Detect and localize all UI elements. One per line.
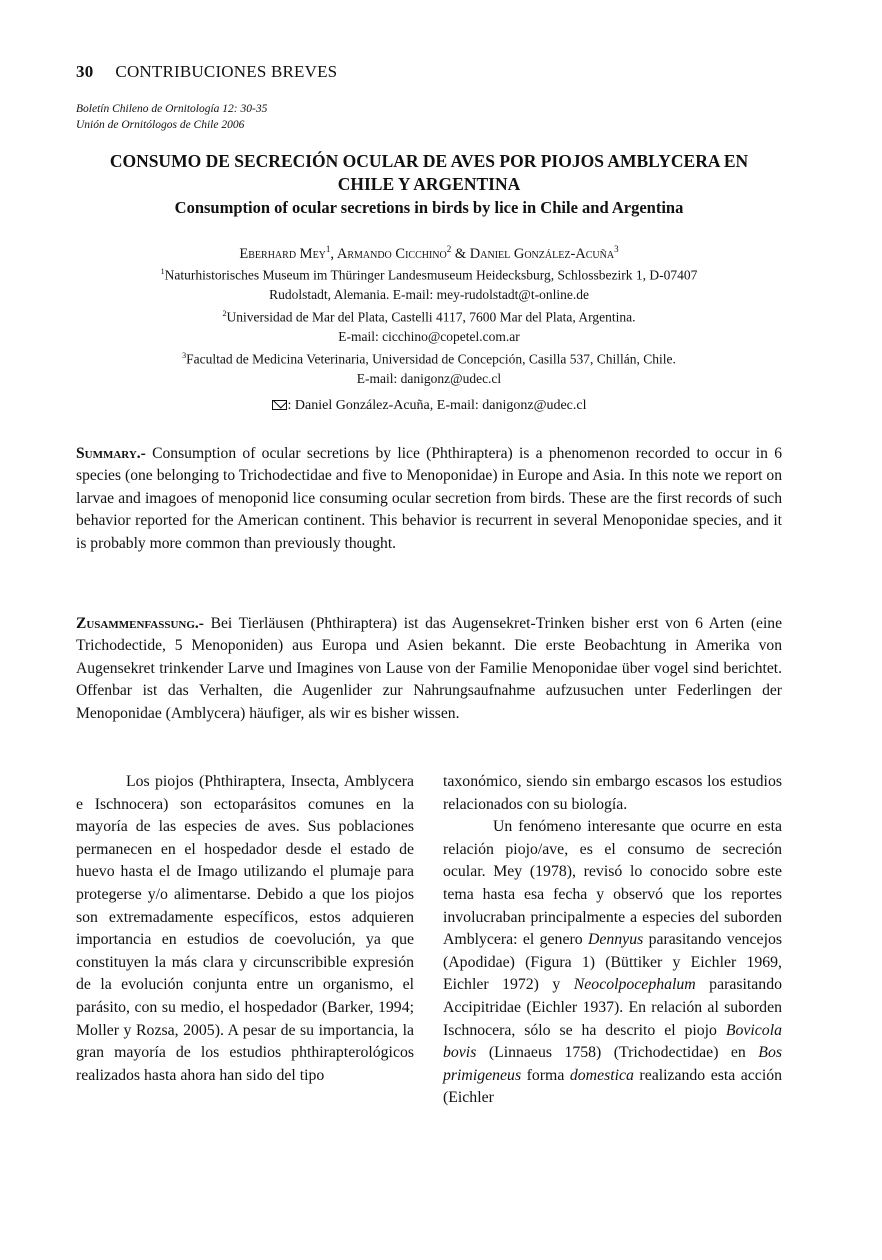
- author-2: Armando Cicchino: [336, 245, 447, 262]
- author-1-affil-mark: 1: [325, 244, 331, 254]
- envelope-icon: [272, 400, 287, 410]
- body-paragraph-continued: taxonómico, siendo sin embargo escasos los estudios relacionados con su biología.: [443, 773, 782, 813]
- affiliation-2-line-1: [76, 304, 782, 327]
- zusammenfassung-paragraph: [76, 613, 782, 725]
- affiliation-2-text: Universidad de Mar del Plata, Castelli 4117, 7600 Mar del Plata, Argentina.: [226, 309, 636, 325]
- body-column-right: [443, 771, 782, 1110]
- body-text: parasitando Accipitridae (Eichler 1937). En relación al suborden Ischnocera, sólo se ha descrito el piojo: [443, 976, 782, 1039]
- affiliation-3-line-2: E-mail: danigonz@udec.cl: [356, 370, 502, 386]
- body-text: realizando esta acción (Eichler: [443, 1066, 783, 1107]
- zusammenfassung-label: Zusammenfassung.-: [76, 615, 204, 632]
- affiliation-3-text: Facultad de Medicina Veterinaria, Universidad de Concepción, Casilla 537, Chillán, Chile.: [186, 351, 676, 367]
- summary-label: Summary.-: [76, 445, 146, 462]
- page-number: 30: [76, 62, 94, 81]
- affiliation-1-line-2: Rudolstadt, Alemania. E-mail: mey-rudolstadt@t-online.de: [269, 286, 589, 302]
- section-title: CONTRIBUCIONES BREVES: [115, 62, 338, 81]
- correspondence: [76, 398, 782, 414]
- correspondence-text: : Daniel González-Acuña, E-mail: danigonz@udec.cl: [287, 398, 587, 413]
- running-head: [76, 62, 337, 82]
- summary-paragraph: [76, 443, 782, 555]
- body-paragraph: Los piojos (Phthiraptera, Insecta, Amblycera e Ischnocera) son ectoparásitos comunes en la mayoría de las especies de aves. Sus poblaciones permanecen en el hospedador desde el estado de huevo hasta el de Imago utilizando el plumaje para protegerse y/o alimentarse. Debido a que los piojos son extremadamente específicos, estos adquieren importancia en estudios de coevolución, ya que constituyen la más clara y circunscribible expresión de la evolución conjunta entre un organismo, el parásito, con su medio, el hospedador (Barker, 1994; Moller y Rozsa, 2005). A pesar de su importancia, la gran mayoría de los estudios phthirapterológicos realizados hasta ahora han sido del tipo: [76, 773, 414, 1084]
- body-text: parasitando vencejos (Apodidae) (Figura 1) (Büttiker y Eichler 1969, Eichler 1972) y: [443, 931, 783, 994]
- affiliation-3-line-1: [76, 346, 782, 369]
- body-column-left: [76, 771, 414, 1087]
- body-text: forma: [521, 1066, 570, 1084]
- summary-text: Consumption of ocular secretions by lice (Phthiraptera) is a phenomenon recorded to occur in 6 species (one belonging to Trichodectidae and five to Menoponidae) in Europe and Asia. In this note we report on larvae and imagoes of menoponid lice consuming ocular secretion from birds. These are the first records of such behavior reported for the American continent. This behavior is recurrent in several Menoponidae species, and it is probably more common than previously thought.: [76, 445, 782, 552]
- affiliation-1-mark: 1: [160, 267, 165, 276]
- body-text: Un fenómeno interesante que ocurre en esta relación piojo/ave, es el consumo de secreción ocular. Mey (1978), revisó lo conocido sobre este tema hasta esa fecha y observó que los reportes involucraban principalmente a especies del suborden Amblycera: el genero: [443, 818, 782, 949]
- author-3-affil-mark: 3: [614, 244, 619, 254]
- affiliation-1-line-1: [76, 262, 782, 285]
- affiliation-3-mark: 3: [182, 350, 187, 360]
- affiliation-2-mark: 2: [222, 308, 227, 318]
- body-paragraph: [443, 816, 782, 1110]
- title-english: Consumption of ocular secretions in birds by lice in Chile and Argentina: [174, 198, 684, 217]
- taxon-name: Neocolpocephalum: [573, 976, 696, 994]
- title-spanish-line-2: CHILE Y ARGENTINA: [337, 174, 521, 194]
- author-3: Daniel González-Acuña: [469, 245, 615, 262]
- body-text: (Linnaeus 1758) (Trichodectidae) en: [476, 1044, 759, 1062]
- taxon-name: Dennyus: [587, 931, 644, 949]
- journal-line-1: Boletín Chileno de Ornitología 12: 30-35: [76, 103, 268, 115]
- author-list: Eberhard Mey$^1$, Armando Cicchino$^2$ & Daniel González-Acuña$^3$: [239, 244, 619, 262]
- journal-line-2: Unión de Ornitólogos de Chile 2006: [76, 119, 245, 131]
- title-spanish: [76, 150, 782, 196]
- taxon-name: Bos primigeneus: [443, 1044, 782, 1084]
- affiliation-1-text: Naturhistorisches Museum im Thüringer Landesmuseum Heidecksburg, Schlossbezirk 1, D-07407: [164, 267, 698, 283]
- affiliations: [76, 262, 782, 388]
- taxon-name: domestica: [569, 1066, 634, 1084]
- title-spanish-line-1: CONSUMO DE SECRECIÓN OCULAR DE AVES POR PIOJOS AMBLYCERA EN: [109, 151, 749, 171]
- title-block: [76, 150, 782, 219]
- affiliation-2-line-2: E-mail: cicchino@copetel.com.ar: [338, 328, 520, 344]
- taxon-name: Bovicola bovis: [443, 1021, 782, 1062]
- author-1: Eberhard Mey: [239, 245, 326, 262]
- author-separator: &: [454, 245, 467, 262]
- zusammenfassung-text: Bei Tierläusen (Phthiraptera) ist das Augensekret-Trinken bisher erst von 6 Arten (eine Trichodectide, 5 Menoponiden) aus Europa und Asien bekannt. Die erste Beobachtung in Amerika von Augensekret trinkender Larve und Imagines von Lause von der Familie Menoponidae über vogel sind berichtet. Offenbar ist das Verhalten, die Augenlider zur Nahrungsaufnahme aufzusuchen unter Federlingen der Menoponidae (Amblycera) häufiger, als wir es bisher wissen.: [76, 615, 782, 722]
- author-2-affil-mark: 2: [446, 244, 452, 254]
- journal-citation: [76, 101, 267, 133]
